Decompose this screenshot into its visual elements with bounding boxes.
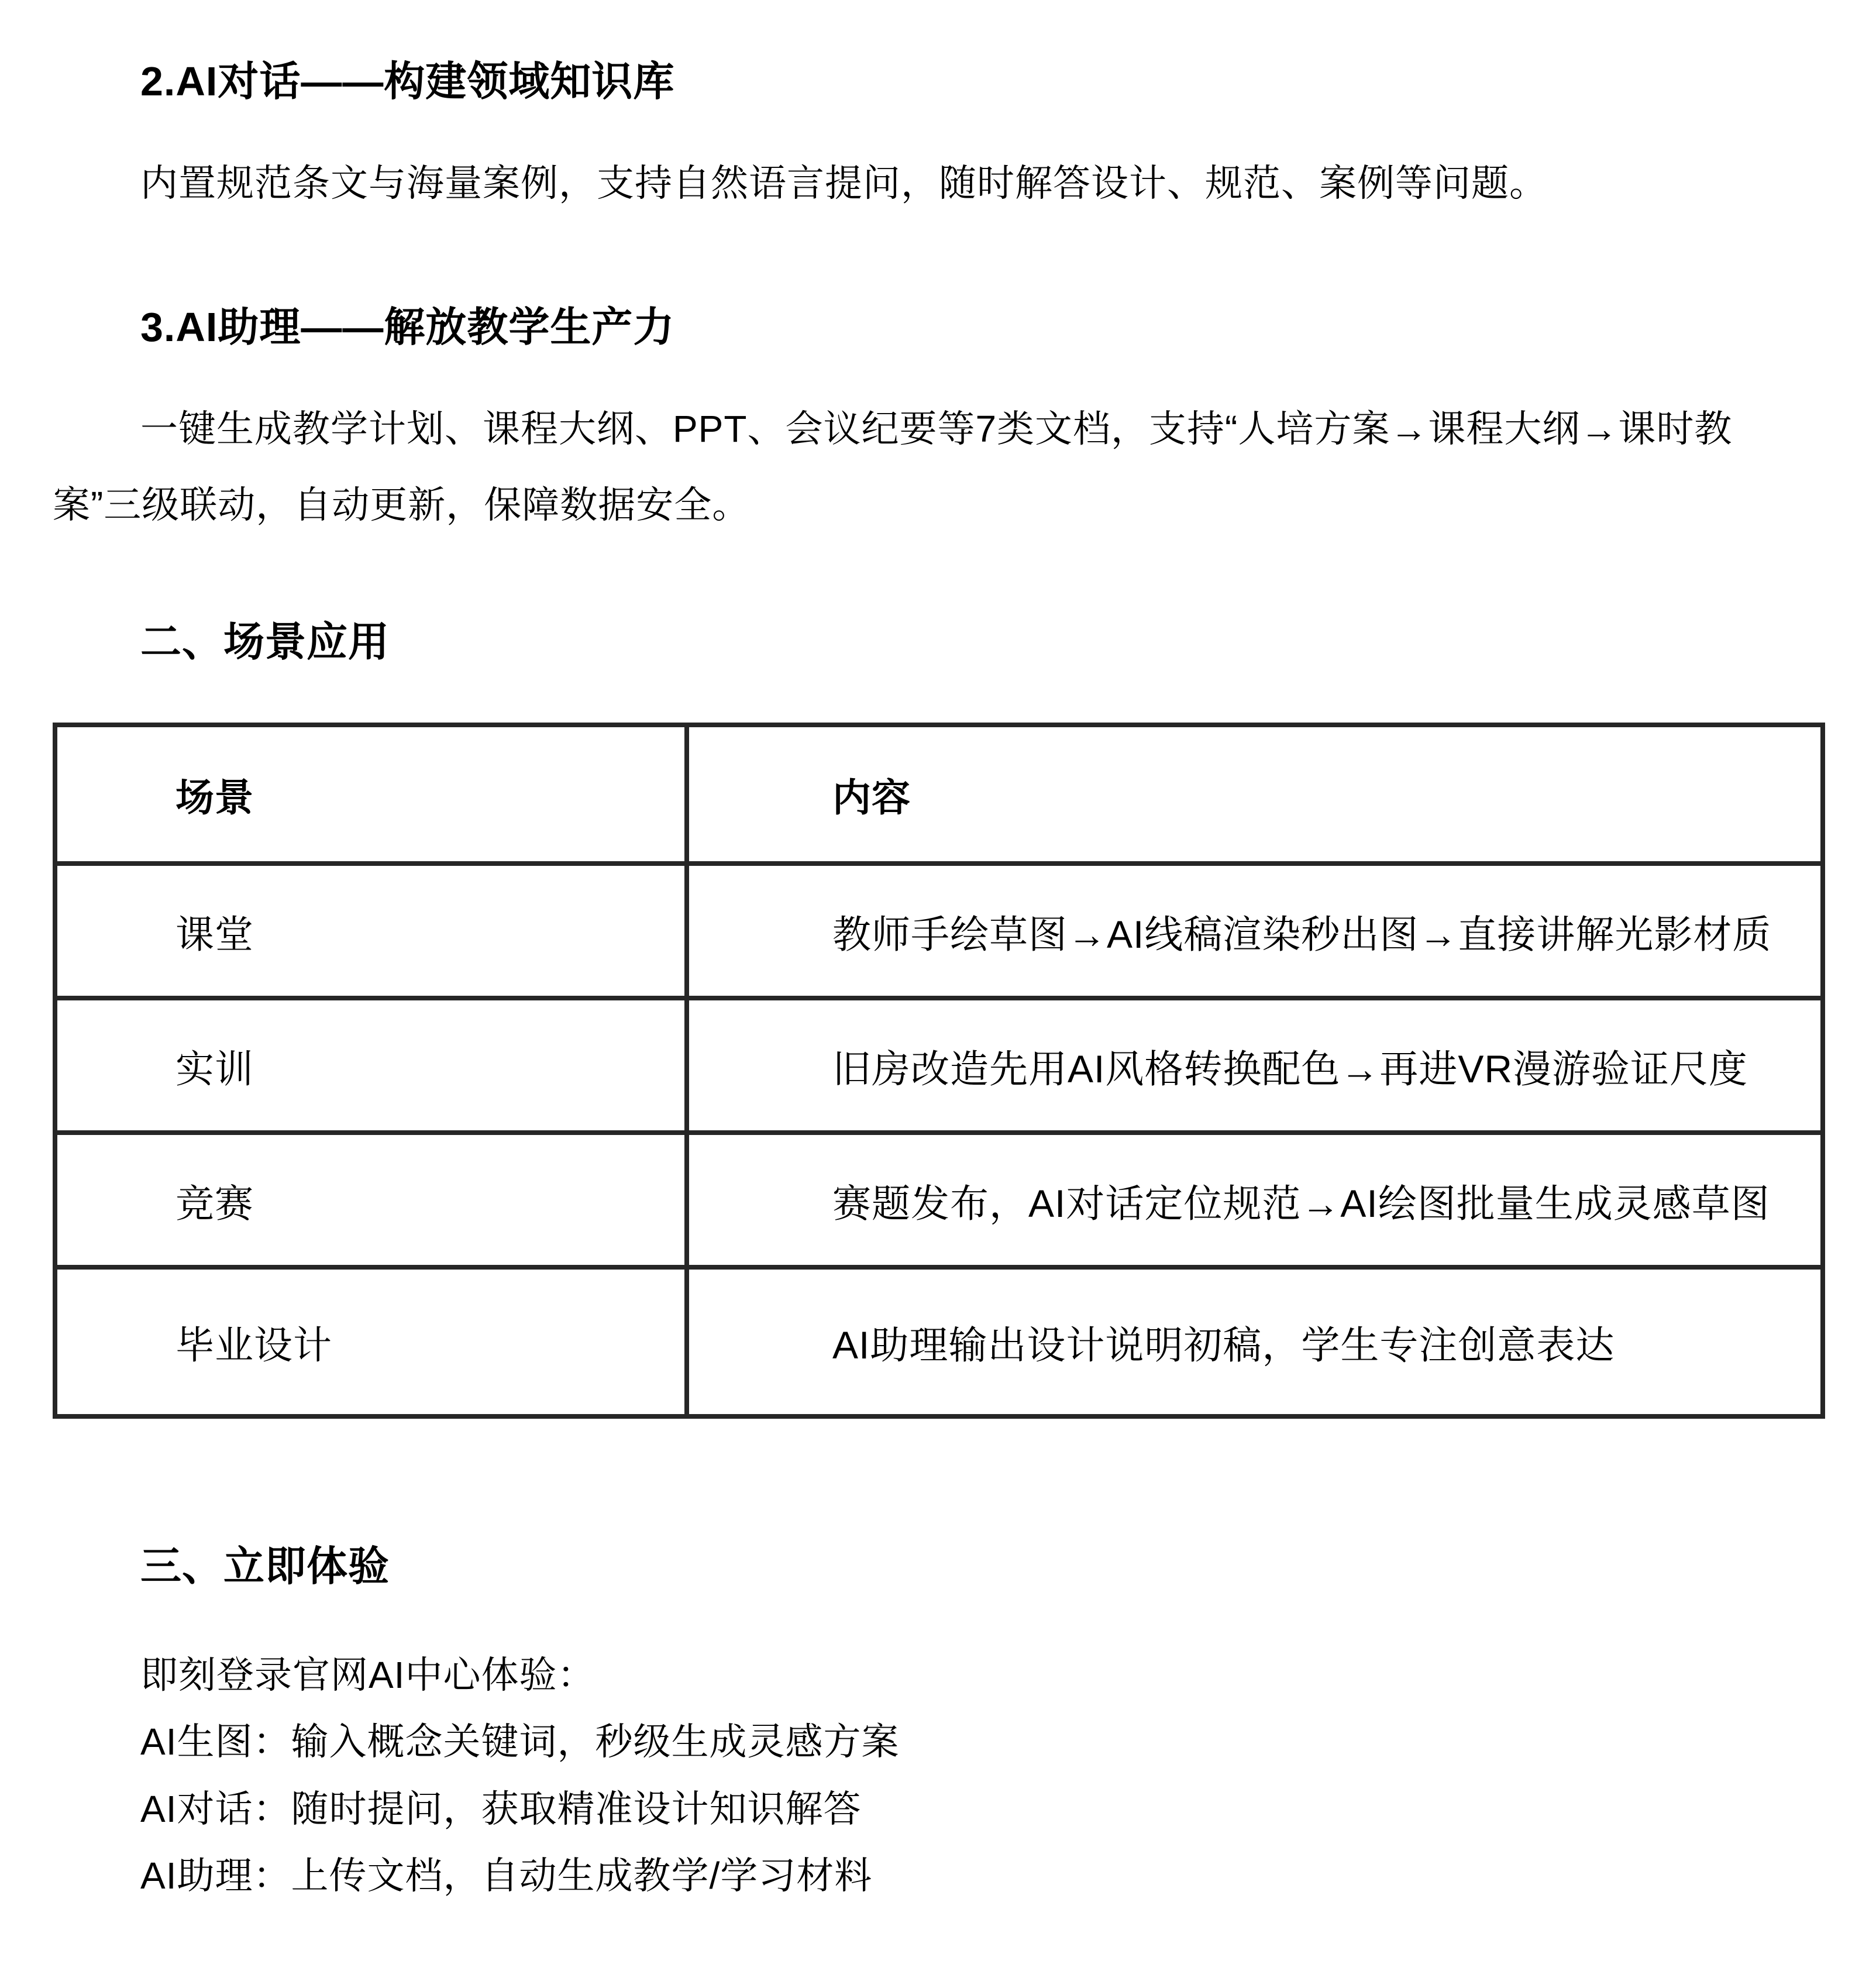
table-cell-content: AI助理输出设计说明初稿，学生专注创意表达 <box>687 1267 1823 1416</box>
experience-item-ai-dialogue: AI对话：随时提问，获取精准设计知识解答 <box>140 1788 862 1830</box>
table-row <box>55 864 1823 998</box>
table-row <box>55 1267 1823 1416</box>
table-cell-content: 旧房改造先用AI风格转换配色→再进VR漫游验证尺度 <box>687 998 1823 1133</box>
paragraph-ai-dialogue: 内置规范条文与海量案例，支持自然语言提问，随时解答设计、规范、案例等问题。 <box>140 162 1547 204</box>
table-row <box>55 1133 1823 1267</box>
table-header-row <box>55 725 1823 864</box>
table-header-content: 内容 <box>687 725 1823 864</box>
section-heading-ai-assistant: 3.AI助理——解放教学生产力 <box>140 304 675 350</box>
table-cell-scene: 课堂 <box>55 864 687 998</box>
table-header-scene: 场景 <box>55 725 687 864</box>
section-heading-try-now: 三、立即体验 <box>140 1543 390 1589</box>
paragraph-ai-assistant-line-2: 案”三级联动，自动更新，保障数据安全。 <box>53 484 751 526</box>
table-row <box>55 998 1823 1133</box>
experience-intro-line: 即刻登录官网AI中心体验： <box>140 1654 595 1696</box>
table-cell-scene: 毕业设计 <box>55 1267 687 1416</box>
table-cell-content: 赛题发布，AI对话定位规范→AI绘图批量生成灵感草图 <box>687 1133 1823 1267</box>
section-heading-scenarios: 二、场景应用 <box>140 619 390 665</box>
experience-item-ai-image: AI生图：输入概念关键词，秒级生成灵感方案 <box>140 1721 900 1763</box>
table-cell-scene: 竞赛 <box>55 1133 687 1267</box>
scenario-table <box>53 723 1825 1419</box>
section-heading-ai-dialogue: 2.AI对话——构建领域知识库 <box>140 59 675 104</box>
experience-item-ai-assistant: AI助理：上传文档，自动生成教学/学习材料 <box>140 1855 873 1897</box>
table-cell-scene: 实训 <box>55 998 687 1133</box>
paragraph-ai-assistant-line-1: 一键生成教学计划、课程大纲、PPT、会议纪要等7类文档，支持“人培方案→课程大纲→课时教 <box>140 408 1733 450</box>
table-cell-content: 教师手绘草图→AI线稿渲染秒出图→直接讲解光影材质 <box>687 864 1823 998</box>
